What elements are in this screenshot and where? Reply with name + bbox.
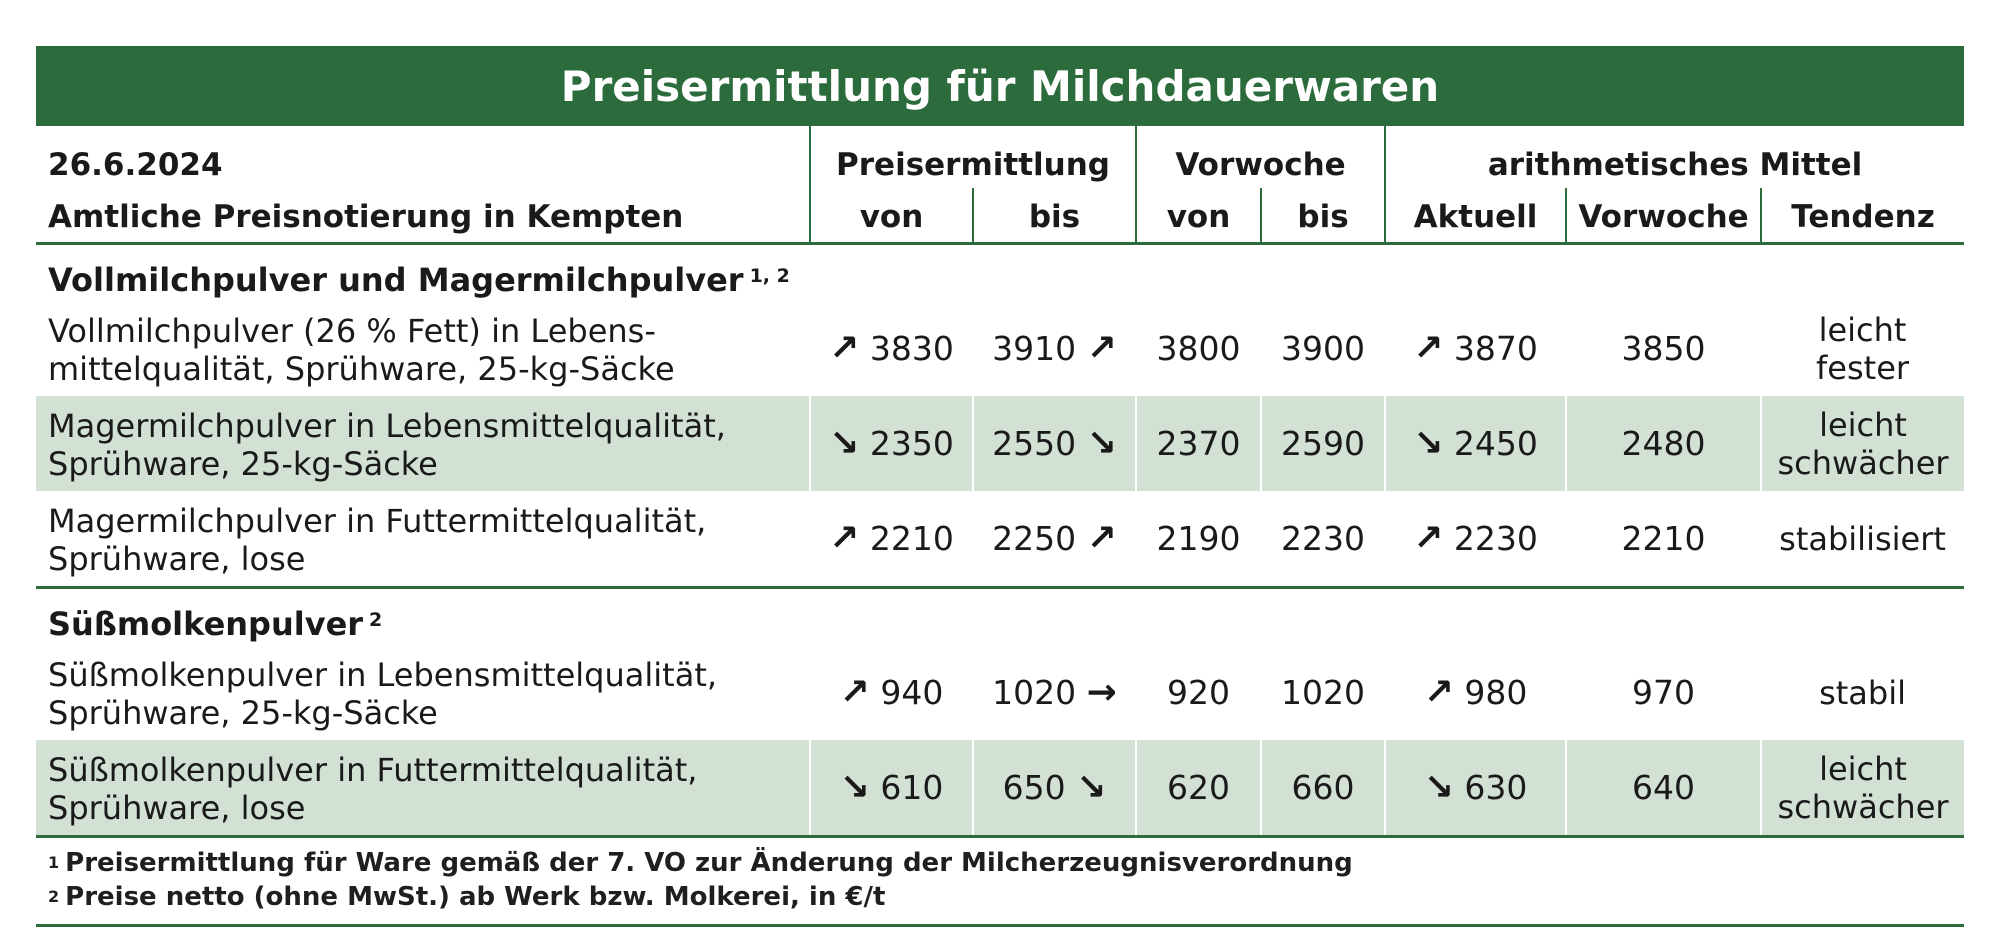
arrow-down-right-icon: ↘	[1423, 767, 1454, 808]
section-footnote-ref: 2	[369, 609, 383, 631]
cell-tendenz	[1761, 645, 1964, 740]
product-label	[36, 396, 810, 491]
cell-tendenz	[1761, 301, 1964, 396]
cell-bis	[973, 645, 1136, 740]
tendenz-line: fester	[1816, 348, 1910, 387]
cell-vorwoche	[1566, 645, 1761, 740]
value: 650	[1002, 768, 1066, 807]
col-vorwoche: Vorwoche	[1566, 188, 1761, 244]
value: 620	[1167, 768, 1231, 807]
value: 2230	[1281, 519, 1366, 558]
tendenz-line: stabil	[1819, 673, 1906, 712]
product-label	[36, 301, 810, 396]
tendenz-line: stabilisiert	[1779, 519, 1946, 558]
value: 2350	[869, 424, 954, 463]
date-label: 26.6.2024	[48, 147, 223, 183]
cell-von	[810, 645, 973, 740]
value: 2210	[869, 519, 954, 558]
group-mittel: arithmetisches Mittel	[1385, 126, 1964, 188]
section-title	[36, 588, 1964, 646]
arrow-up-right-icon: ↗	[1423, 672, 1454, 713]
arrow-up-right-icon: ↗	[1086, 328, 1117, 369]
value: 640	[1632, 768, 1696, 807]
cell-von	[810, 396, 973, 491]
section-footnote-ref: 1, 2	[749, 265, 790, 287]
cell-vorwoche	[1566, 396, 1761, 491]
tendenz-line: leicht	[1819, 749, 1907, 788]
value: 3870	[1453, 329, 1538, 368]
footnote-mark: 1	[48, 853, 60, 872]
cell-tendenz	[1761, 491, 1964, 588]
product-label-line: mittelqualität, Sprühware, 25-kg-Säcke	[48, 349, 675, 388]
table-row	[36, 740, 1964, 837]
product-label-line: Magermilchpulver in Futtermittelqualität,	[48, 501, 707, 540]
value: 630	[1464, 768, 1528, 807]
product-label-line: Süßmolkenpulver in Futtermittelqualität,	[48, 750, 698, 789]
cell-bis	[973, 301, 1136, 396]
value: 610	[880, 768, 944, 807]
product-label	[36, 645, 810, 740]
footnote	[48, 846, 1964, 880]
value: 2590	[1281, 424, 1366, 463]
product-label-line: Süßmolkenpulver in Lebensmittelqualität,	[48, 655, 718, 694]
product-label-line: Magermilchpulver in Lebensmittelqualität,	[48, 406, 726, 445]
cell-bis	[973, 396, 1136, 491]
cell-aktuell	[1385, 396, 1566, 491]
product-label	[36, 740, 810, 837]
col-von: von	[810, 188, 973, 244]
price-table-panel	[36, 46, 1964, 927]
value: 3910	[992, 329, 1077, 368]
cell-vorwoche	[1566, 491, 1761, 588]
value: 2370	[1156, 424, 1241, 463]
product-label-line: Sprühware, 25-kg-Säcke	[48, 444, 438, 483]
section-name: Süßmolkenpulver	[48, 605, 364, 643]
tendenz-line: schwächer	[1777, 787, 1949, 826]
col-vw-bis: bis	[1261, 188, 1385, 244]
footnote-mark: 2	[48, 887, 60, 906]
cell-tendenz	[1761, 396, 1964, 491]
subtitle-label: Amtliche Preisnotierung in Kempten	[36, 188, 810, 244]
arrow-down-right-icon: ↘	[1413, 423, 1444, 464]
product-label-line: Sprühware, lose	[48, 539, 306, 578]
cell-aktuell	[1385, 740, 1566, 837]
group-vorwoche: Vorwoche	[1136, 126, 1385, 188]
value: 3850	[1621, 329, 1706, 368]
table-row	[36, 491, 1964, 588]
section-row	[36, 588, 1964, 646]
section-name: Vollmilchpulver und Magermilchpulver	[48, 261, 744, 299]
value: 940	[880, 673, 944, 712]
col-bis: bis	[973, 188, 1136, 244]
footnote-text: Preise netto (ohne MwSt.) ab Werk bzw. Molkerei, in €/t	[65, 882, 886, 912]
value: 660	[1291, 768, 1355, 807]
tendenz-line: schwächer	[1777, 443, 1949, 482]
value: 2480	[1621, 424, 1706, 463]
header-row-columns	[36, 188, 1964, 244]
product-label-line: Sprühware, 25-kg-Säcke	[48, 693, 438, 732]
cell-aktuell	[1385, 491, 1566, 588]
cell-vw-bis	[1261, 740, 1385, 837]
cell-aktuell	[1385, 645, 1566, 740]
product-label	[36, 491, 810, 588]
table-row	[36, 396, 1964, 491]
section-title	[36, 244, 1964, 302]
value: 2450	[1453, 424, 1538, 463]
cell-vw-bis	[1261, 491, 1385, 588]
arrow-up-right-icon: ↗	[839, 672, 870, 713]
cell-vw-bis	[1261, 645, 1385, 740]
col-aktuell: Aktuell	[1385, 188, 1566, 244]
header-row-groups	[36, 126, 1964, 188]
arrow-up-right-icon: ↗	[1413, 518, 1444, 559]
section-row	[36, 244, 1964, 302]
cell-vw-bis	[1261, 301, 1385, 396]
cell-bis	[973, 740, 1136, 837]
cell-vorwoche	[1566, 740, 1761, 837]
value: 1020	[992, 673, 1077, 712]
value: 3900	[1281, 329, 1366, 368]
arrow-down-right-icon: ↘	[1086, 423, 1117, 464]
group-preisermittlung: Preisermittlung	[810, 126, 1136, 188]
cell-vw-von	[1136, 301, 1261, 396]
cell-vw-von	[1136, 740, 1261, 837]
value: 980	[1464, 673, 1528, 712]
col-vw-von: von	[1136, 188, 1261, 244]
footnote-text: Preisermittlung für Ware gemäß der 7. VO zur Änderung der Milcherzeugnisverordnung	[65, 848, 1353, 878]
cell-von	[810, 301, 973, 396]
value: 3800	[1156, 329, 1241, 368]
cell-von	[810, 740, 973, 837]
value: 3830	[869, 329, 954, 368]
cell-von	[810, 491, 973, 588]
table-row	[36, 301, 1964, 396]
cell-vw-von	[1136, 491, 1261, 588]
arrow-down-right-icon: ↘	[1076, 767, 1107, 808]
arrow-up-right-icon: ↗	[829, 328, 860, 369]
footnotes	[36, 838, 1964, 927]
arrow-up-right-icon: ↗	[1413, 328, 1444, 369]
table-row	[36, 645, 1964, 740]
arrow-up-right-icon: ↗	[1086, 518, 1117, 559]
value: 2210	[1621, 519, 1706, 558]
cell-vorwoche	[1566, 301, 1761, 396]
cell-tendenz	[1761, 740, 1964, 837]
price-table	[36, 126, 1964, 838]
footnote	[48, 880, 1964, 914]
col-tendenz: Tendenz	[1761, 188, 1964, 244]
arrow-right-icon: →	[1086, 672, 1117, 713]
arrow-down-right-icon: ↘	[829, 423, 860, 464]
cell-aktuell	[1385, 301, 1566, 396]
product-label-line: Sprühware, lose	[48, 788, 306, 827]
cell-bis	[973, 491, 1136, 588]
table-title: Preisermittlung für Milchdauerwaren	[36, 46, 1964, 126]
value: 2190	[1156, 519, 1241, 558]
tendenz-line: leicht	[1818, 310, 1907, 349]
value: 2550	[992, 424, 1077, 463]
value: 2250	[992, 519, 1077, 558]
value: 1020	[1281, 673, 1366, 712]
cell-vw-bis	[1261, 396, 1385, 491]
value: 920	[1167, 673, 1231, 712]
value: 2230	[1453, 519, 1538, 558]
cell-vw-von	[1136, 396, 1261, 491]
product-label-line: Vollmilchpulver (26 % Fett) in Lebens-	[48, 311, 656, 350]
cell-vw-von	[1136, 645, 1261, 740]
tendenz-line: leicht	[1819, 405, 1907, 444]
value: 970	[1632, 673, 1696, 712]
arrow-down-right-icon: ↘	[839, 767, 870, 808]
arrow-up-right-icon: ↗	[829, 518, 860, 559]
